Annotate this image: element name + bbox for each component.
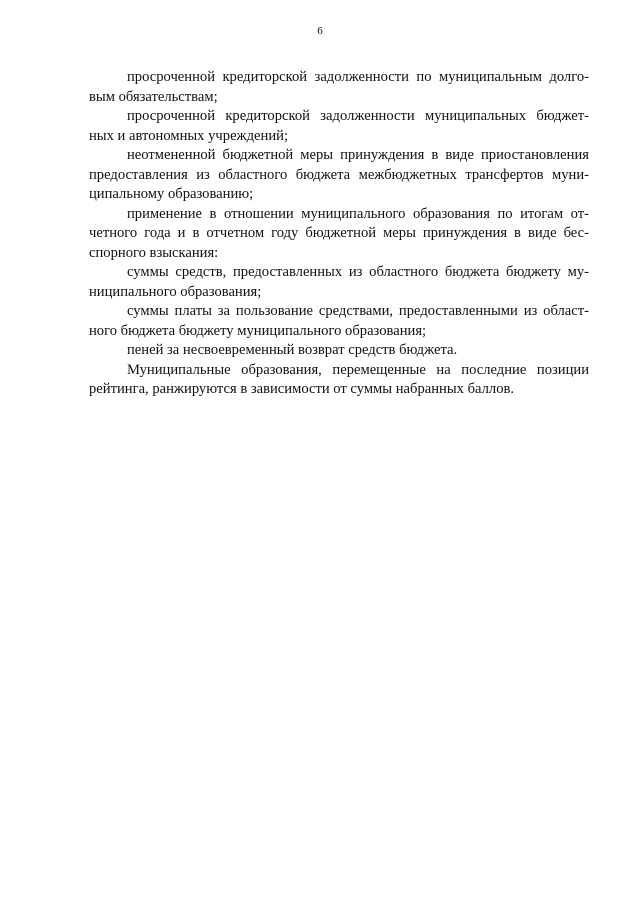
text-line: вым обязательствам;: [89, 88, 218, 105]
text-line: ного бюджета бюджету муниципального образования;: [89, 322, 427, 339]
text-line: применение в отношении муниципального образования по итогам от-: [127, 205, 589, 222]
text-line: суммы средств, предоставленных из областного бюджета бюджету му-: [127, 264, 589, 280]
text-line: ных и автономных учреждений;: [89, 127, 289, 144]
text-line: неотмененной бюджетной меры принуждения в виде приостановления: [127, 147, 589, 163]
text-line: ниципального образования;: [89, 283, 262, 300]
text-line: суммы платы за пользование средствами, предоставленными из област-: [127, 303, 589, 319]
text-line: Муниципальные образования, перемещенные на последние позиции: [127, 361, 589, 378]
body-text: [89, 68, 589, 400]
text-line: спорного взыскания:: [89, 244, 219, 261]
text-line: пеней за несвоевременный возврат средств бюджета.: [127, 342, 458, 358]
text-line: четного года и в отчетном году бюджетной меры принуждения в виде бес-: [89, 225, 589, 241]
text-line: просроченной кредиторской задолженности по муниципальным долго-: [127, 69, 589, 85]
page-number: 6: [317, 25, 323, 37]
text-line: ципальному образованию;: [89, 186, 254, 202]
text-line: просроченной кредиторской задолженности муниципальных бюджет-: [127, 108, 589, 124]
text-line: предоставления из областного бюджета межбюджетных трансфертов муни-: [89, 166, 589, 183]
text-line: рейтинга, ранжируются в зависимости от суммы набранных баллов.: [89, 381, 515, 397]
